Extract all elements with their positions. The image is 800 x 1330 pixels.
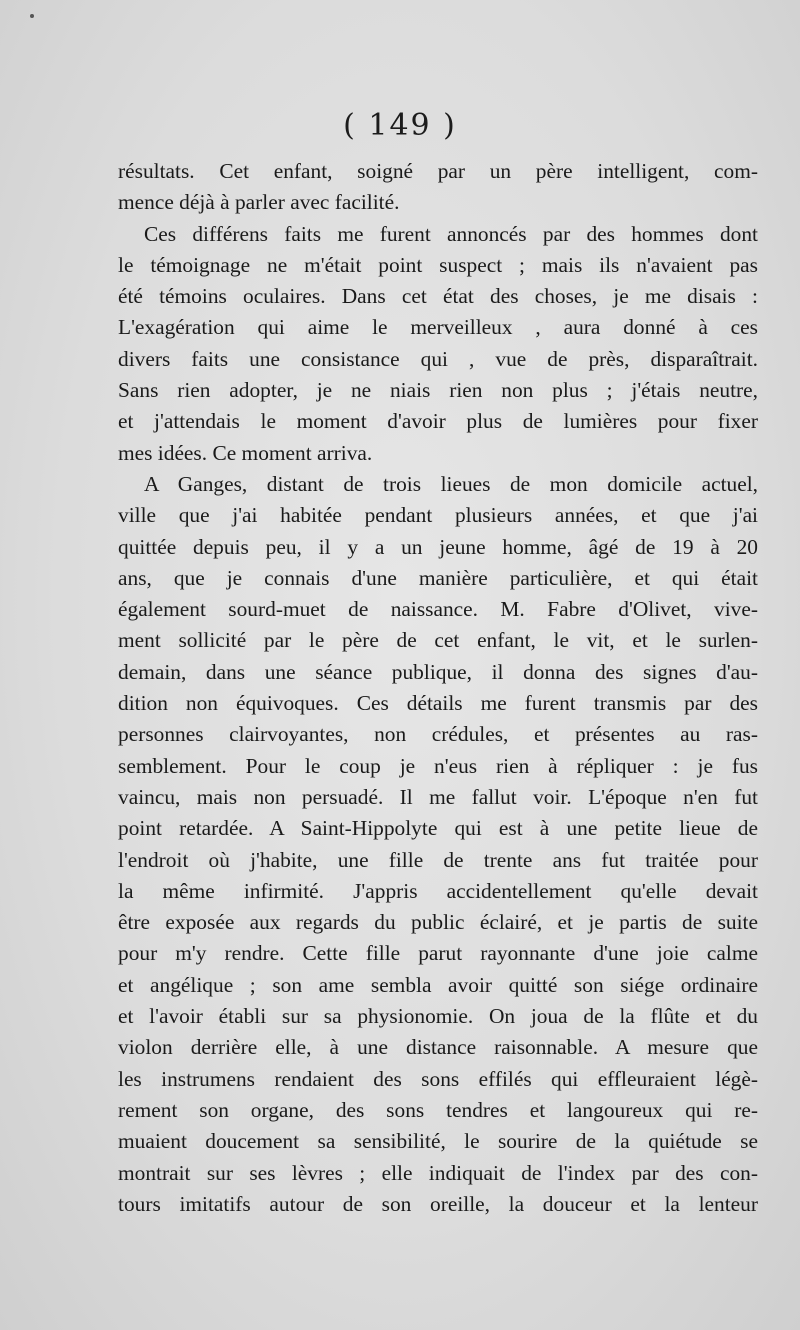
text-line: et angélique ; son ame sembla avoir quitté son siége ordinaire: [118, 972, 758, 997]
text-line: quittée depuis peu, il y a un jeune homme, âgé de 19 à 20: [118, 534, 758, 559]
text-line: mes idées. Ce moment arriva.: [118, 440, 373, 465]
text-line: mence déjà à parler avec facilité.: [118, 190, 400, 215]
text-line: L'exagération qui aime le merveilleux , aura donné à ces: [118, 315, 758, 340]
text-line: et l'avoir établi sur sa physionomie. On joua de la flûte et du: [118, 1004, 758, 1029]
text-line: montrait sur ses lèvres ; elle indiquait de l'index par des con-: [118, 1160, 758, 1185]
text-line: demain, dans une séance publique, il donna des signes d'au-: [118, 659, 758, 684]
text-line: muaient doucement sa sensibilité, le sourire de la quiétude se: [118, 1129, 758, 1154]
text-line: dition non équivoques. Ces détails me furent transmis par des: [118, 691, 758, 716]
page-number: ( 149 ): [343, 108, 457, 143]
text-line: été témoins oculaires. Dans cet état des choses, je me disais :: [118, 284, 758, 309]
text-line: pour m'y rendre. Cette fille parut rayonnante d'une joie calme: [118, 941, 758, 966]
text-line: personnes clairvoyantes, non crédules, et présentes au ras-: [118, 722, 758, 747]
text-line: être exposée aux regards du public éclairé, et je partis de suite: [118, 910, 758, 935]
text-line: rement son organe, des sons tendres et langoureux qui re-: [118, 1097, 758, 1122]
text-line: ville que j'ai habitée pendant plusieurs années, et que j'ai: [118, 503, 758, 528]
text-line: et j'attendais le moment d'avoir plus de lumières pour fixer: [118, 409, 758, 434]
text-line: la même infirmité. J'appris accidentellement qu'elle devait: [118, 878, 758, 903]
text-line: violon derrière elle, à une distance raisonnable. A mesure que: [118, 1035, 758, 1060]
text-line: Ces différens faits me furent annoncés par des hommes dont: [144, 221, 758, 246]
text-line: les instrumens rendaient des sons effilés qui effleuraient légè-: [118, 1066, 758, 1091]
text-line: semblement. Pour le coup je n'eus rien à répliquer : je fus: [118, 753, 758, 778]
text-line: résultats. Cet enfant, soigné par un père intelligent, com-: [118, 159, 758, 183]
text-line: vaincu, mais non persuadé. Il me fallut voir. L'époque n'en fut: [118, 784, 758, 809]
text-line: divers faits une consistance qui , vue de près, disparaîtrait.: [118, 346, 758, 371]
text-line: point retardée. A Saint-Hippolyte qui est à une petite lieue de: [118, 816, 758, 841]
text-line: l'endroit où j'habite, une fille de trente ans fut traitée pour: [118, 847, 758, 872]
text-line: A Ganges, distant de trois lieues de mon domicile actuel,: [144, 471, 758, 496]
text-line: ans, que je connais d'une manière particulière, et qui était: [118, 565, 758, 590]
text-line: le témoignage ne m'était point suspect ; mais ils n'avaient pas: [118, 252, 758, 277]
paper-speck: [30, 14, 34, 18]
text-line: Sans rien adopter, je ne niais rien non plus ; j'étais neutre,: [118, 378, 758, 403]
text-line: ment sollicité par le père de cet enfant, le vit, et le surlen-: [118, 628, 758, 653]
text-line: tours imitatifs autour de son oreille, la douceur et la lenteur: [118, 1191, 758, 1216]
body-text: [118, 156, 758, 1220]
text-line: également sourd-muet de naissance. M. Fabre d'Olivet, vive-: [118, 597, 758, 622]
